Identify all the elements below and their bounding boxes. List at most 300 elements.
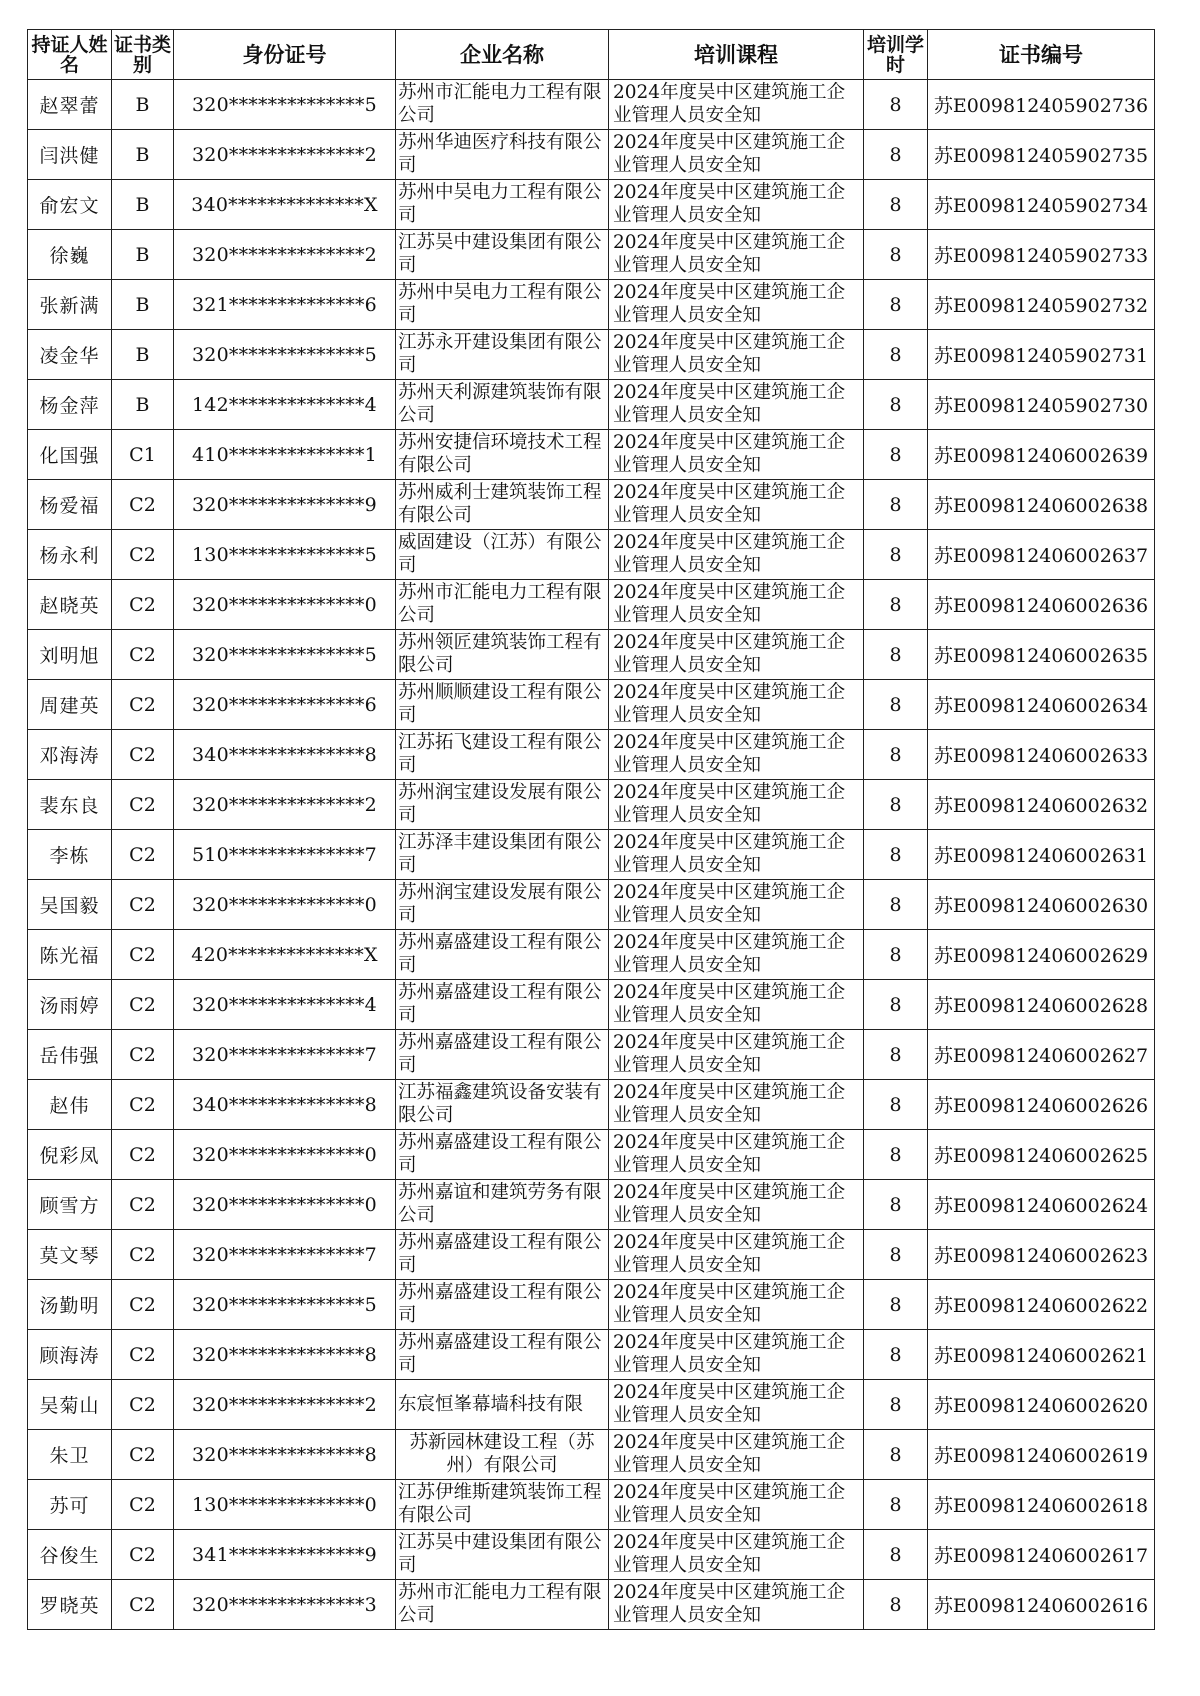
cell-hours: 8 [864, 1080, 928, 1130]
company-text: 苏州润宝建设发展有限公司 [398, 882, 602, 926]
cell-cert-type: C2 [112, 1580, 174, 1630]
company-text: 江苏吴中建设集团有限公司 [398, 232, 602, 276]
course-text: 2024年度吴中区建筑施工企业管理人员安全知 [613, 1132, 846, 1176]
cell-cert-type: C2 [112, 480, 174, 530]
cell-course [609, 330, 864, 380]
course-text: 2024年度吴中区建筑施工企业管理人员安全知 [613, 82, 846, 126]
course-text: 2024年度吴中区建筑施工企业管理人员安全知 [613, 1232, 846, 1276]
cell-id-number: 320**************8 [174, 1430, 396, 1480]
cell-company [396, 680, 609, 730]
cell-cert-type: B [112, 180, 174, 230]
cell-cert-type: C2 [112, 1230, 174, 1280]
cell-cert-type: B [112, 330, 174, 380]
cell-cert-number: 苏E009812405902736 [928, 80, 1155, 130]
cell-id-number: 320**************8 [174, 1330, 396, 1380]
cell-cert-number: 苏E009812406002636 [928, 580, 1155, 630]
cell-cert-number: 苏E009812406002626 [928, 1080, 1155, 1130]
cell-holder-name: 裴东良 [28, 780, 112, 830]
course-text: 2024年度吴中区建筑施工企业管理人员安全知 [613, 882, 846, 926]
cell-cert-number: 苏E009812406002638 [928, 480, 1155, 530]
course-text: 2024年度吴中区建筑施工企业管理人员安全知 [613, 932, 846, 976]
cell-holder-name: 陈光福 [28, 930, 112, 980]
table-row [28, 780, 1155, 830]
cell-cert-type: C2 [112, 1180, 174, 1230]
cell-holder-name: 罗晓英 [28, 1580, 112, 1630]
cell-cert-number: 苏E009812405902735 [928, 130, 1155, 180]
table-row [28, 430, 1155, 480]
course-text: 2024年度吴中区建筑施工企业管理人员安全知 [613, 1432, 846, 1476]
cell-cert-number: 苏E009812406002620 [928, 1380, 1155, 1430]
table-row [28, 480, 1155, 530]
cell-id-number: 320**************0 [174, 1180, 396, 1230]
cell-id-number: 320**************9 [174, 480, 396, 530]
company-text: 苏州嘉盛建设工程有限公司 [398, 1132, 602, 1176]
cell-hours: 8 [864, 1430, 928, 1480]
cell-course [609, 1330, 864, 1380]
cell-cert-type: C2 [112, 980, 174, 1030]
company-text: 苏州嘉谊和建筑劳务有限公司 [398, 1182, 602, 1226]
cell-course [609, 1130, 864, 1180]
cell-company [396, 1380, 609, 1430]
cell-holder-name: 赵翠蕾 [28, 80, 112, 130]
course-text: 2024年度吴中区建筑施工企业管理人员安全知 [613, 682, 846, 726]
cell-hours: 8 [864, 1030, 928, 1080]
course-text: 2024年度吴中区建筑施工企业管理人员安全知 [613, 282, 846, 326]
cell-company [396, 230, 609, 280]
cell-company [396, 1030, 609, 1080]
company-text: 苏州市汇能电力工程有限公司 [398, 1582, 602, 1626]
cell-id-number: 320**************2 [174, 230, 396, 280]
cell-id-number: 320**************5 [174, 1280, 396, 1330]
cell-company [396, 1280, 609, 1330]
cell-company [396, 80, 609, 130]
cell-course [609, 680, 864, 730]
course-text: 2024年度吴中区建筑施工企业管理人员安全知 [613, 1282, 846, 1326]
cell-cert-type: C2 [112, 1280, 174, 1330]
cell-holder-name: 徐巍 [28, 230, 112, 280]
cell-company [396, 1430, 609, 1480]
company-text: 苏州市汇能电力工程有限公司 [398, 82, 602, 126]
company-text: 苏州市汇能电力工程有限公司 [398, 582, 602, 626]
course-text: 2024年度吴中区建筑施工企业管理人员安全知 [613, 1532, 846, 1576]
cell-hours: 8 [864, 430, 928, 480]
table-row [28, 1030, 1155, 1080]
cell-cert-number: 苏E009812406002633 [928, 730, 1155, 780]
cell-course [609, 630, 864, 680]
cell-company [396, 530, 609, 580]
cell-holder-name: 朱卫 [28, 1430, 112, 1480]
course-text: 2024年度吴中区建筑施工企业管理人员安全知 [613, 782, 846, 826]
cell-holder-name: 刘明旭 [28, 630, 112, 680]
cell-holder-name: 岳伟强 [28, 1030, 112, 1080]
company-text: 苏州威利士建筑装饰工程有限公司 [398, 482, 602, 526]
cell-cert-type: B [112, 80, 174, 130]
cell-cert-number: 苏E009812406002623 [928, 1230, 1155, 1280]
cell-company [396, 330, 609, 380]
cell-company [396, 1530, 609, 1580]
header-course: 培训课程 [609, 30, 864, 80]
cell-course [609, 130, 864, 180]
header-company: 企业名称 [396, 30, 609, 80]
cell-cert-number: 苏E009812406002625 [928, 1130, 1155, 1180]
company-text: 江苏拓飞建设工程有限公司 [398, 732, 602, 776]
cell-id-number: 320**************7 [174, 1030, 396, 1080]
cell-holder-name: 莫文琴 [28, 1230, 112, 1280]
cell-holder-name: 汤雨婷 [28, 980, 112, 1030]
company-text: 苏州华迪医疗科技有限公司 [398, 132, 602, 176]
cell-course [609, 580, 864, 630]
cell-company [396, 180, 609, 230]
cell-course [609, 1280, 864, 1330]
cell-course [609, 280, 864, 330]
cell-cert-type: C2 [112, 1380, 174, 1430]
cell-course [609, 880, 864, 930]
table-row [28, 1580, 1155, 1630]
table-row [28, 80, 1155, 130]
company-text: 江苏伊维斯建筑装饰工程有限公司 [398, 1482, 602, 1526]
cell-id-number: 320**************4 [174, 980, 396, 1030]
cell-course [609, 1030, 864, 1080]
cell-company [396, 1330, 609, 1380]
cell-company [396, 730, 609, 780]
cell-hours: 8 [864, 580, 928, 630]
cell-hours: 8 [864, 780, 928, 830]
cell-cert-type: C2 [112, 1030, 174, 1080]
cell-id-number: 320**************2 [174, 130, 396, 180]
cell-cert-number: 苏E009812406002616 [928, 1580, 1155, 1630]
cell-cert-type: B [112, 130, 174, 180]
cell-holder-name: 杨金萍 [28, 380, 112, 430]
cell-cert-type: C2 [112, 1430, 174, 1480]
cell-hours: 8 [864, 1580, 928, 1630]
cell-course [609, 1530, 864, 1580]
table-row [28, 180, 1155, 230]
table-row [28, 930, 1155, 980]
cell-company [396, 930, 609, 980]
cell-cert-type: C2 [112, 1080, 174, 1130]
cell-cert-number: 苏E009812406002621 [928, 1330, 1155, 1380]
cell-id-number: 320**************5 [174, 330, 396, 380]
cell-hours: 8 [864, 680, 928, 730]
header-id-number: 身份证号 [174, 30, 396, 80]
cell-id-number: 320**************5 [174, 80, 396, 130]
cell-company [396, 830, 609, 880]
cell-course [609, 1080, 864, 1130]
cell-cert-number: 苏E009812405902731 [928, 330, 1155, 380]
cell-id-number: 320**************2 [174, 780, 396, 830]
cell-course [609, 1180, 864, 1230]
table-row [28, 880, 1155, 930]
header-row [28, 30, 1155, 80]
cell-hours: 8 [864, 1330, 928, 1380]
table-row [28, 380, 1155, 430]
cell-hours: 8 [864, 980, 928, 1030]
company-text: 苏新园林建设工程（苏州）有限公司 [409, 1432, 595, 1476]
cell-holder-name: 吴国毅 [28, 880, 112, 930]
cell-id-number: 320**************0 [174, 1130, 396, 1180]
header-hours: 培训学时 [864, 30, 928, 80]
company-text: 苏州嘉盛建设工程有限公司 [398, 1232, 602, 1276]
header-cert-number: 证书编号 [928, 30, 1155, 80]
course-text: 2024年度吴中区建筑施工企业管理人员安全知 [613, 232, 846, 276]
table-row [28, 580, 1155, 630]
cell-company [396, 1080, 609, 1130]
cell-hours: 8 [864, 480, 928, 530]
cell-id-number: 142**************4 [174, 380, 396, 430]
cell-cert-type: B [112, 280, 174, 330]
header-holder-name: 持证人姓名 [28, 30, 112, 80]
cell-cert-number: 苏E009812406002628 [928, 980, 1155, 1030]
course-text: 2024年度吴中区建筑施工企业管理人员安全知 [613, 1482, 846, 1526]
cell-id-number: 320**************7 [174, 1230, 396, 1280]
cell-cert-number: 苏E009812406002629 [928, 930, 1155, 980]
table-row [28, 280, 1155, 330]
cell-hours: 8 [864, 130, 928, 180]
cell-holder-name: 化国强 [28, 430, 112, 480]
cell-cert-type: C2 [112, 630, 174, 680]
course-text: 2024年度吴中区建筑施工企业管理人员安全知 [613, 482, 846, 526]
cell-holder-name: 杨爱福 [28, 480, 112, 530]
cell-holder-name: 吴菊山 [28, 1380, 112, 1430]
cell-id-number: 340**************8 [174, 730, 396, 780]
cell-cert-number: 苏E009812405902732 [928, 280, 1155, 330]
cell-hours: 8 [864, 280, 928, 330]
cell-company [396, 1130, 609, 1180]
cell-course [609, 180, 864, 230]
cell-cert-type: C2 [112, 930, 174, 980]
cell-course [609, 730, 864, 780]
cell-course [609, 1230, 864, 1280]
cell-id-number: 320**************2 [174, 1380, 396, 1430]
cell-course [609, 1480, 864, 1530]
cell-company [396, 480, 609, 530]
table-row [28, 630, 1155, 680]
company-text: 苏州嘉盛建设工程有限公司 [398, 982, 602, 1026]
cell-hours: 8 [864, 380, 928, 430]
table-row [28, 980, 1155, 1030]
cell-company [396, 430, 609, 480]
table-row [28, 1330, 1155, 1380]
cell-hours: 8 [864, 830, 928, 880]
course-text: 2024年度吴中区建筑施工企业管理人员安全知 [613, 332, 846, 376]
cell-cert-number: 苏E009812406002618 [928, 1480, 1155, 1530]
cell-cert-type: C2 [112, 1330, 174, 1380]
table-row [28, 1230, 1155, 1280]
company-text: 东宸恒峯幕墙科技有限 [398, 1394, 584, 1415]
cell-course [609, 230, 864, 280]
course-text: 2024年度吴中区建筑施工企业管理人员安全知 [613, 832, 846, 876]
company-text: 苏州顺顺建设工程有限公司 [398, 682, 602, 726]
cell-holder-name: 汤勤明 [28, 1280, 112, 1330]
cell-cert-number: 苏E009812406002637 [928, 530, 1155, 580]
course-text: 2024年度吴中区建筑施工企业管理人员安全知 [613, 1582, 846, 1626]
table-row [28, 830, 1155, 880]
cell-course [609, 530, 864, 580]
cell-cert-type: C2 [112, 830, 174, 880]
cell-course [609, 980, 864, 1030]
cell-course [609, 1380, 864, 1430]
cell-holder-name: 赵晓英 [28, 580, 112, 630]
cell-id-number: 130**************0 [174, 1480, 396, 1530]
table-row [28, 1280, 1155, 1330]
cell-cert-type: C2 [112, 1530, 174, 1580]
company-text: 江苏泽丰建设集团有限公司 [398, 832, 602, 876]
cell-company [396, 1180, 609, 1230]
cell-cert-type: C2 [112, 780, 174, 830]
cell-cert-number: 苏E009812406002622 [928, 1280, 1155, 1330]
cell-hours: 8 [864, 1180, 928, 1230]
course-text: 2024年度吴中区建筑施工企业管理人员安全知 [613, 982, 846, 1026]
course-text: 2024年度吴中区建筑施工企业管理人员安全知 [613, 1032, 846, 1076]
table-body [28, 80, 1155, 1630]
cell-company [396, 580, 609, 630]
cell-hours: 8 [864, 630, 928, 680]
cell-id-number: 340**************8 [174, 1080, 396, 1130]
cell-course [609, 830, 864, 880]
cell-holder-name: 李栋 [28, 830, 112, 880]
cell-holder-name: 倪彩凤 [28, 1130, 112, 1180]
cell-hours: 8 [864, 1380, 928, 1430]
cell-hours: 8 [864, 880, 928, 930]
cell-cert-type: C2 [112, 680, 174, 730]
table-row [28, 330, 1155, 380]
course-text: 2024年度吴中区建筑施工企业管理人员安全知 [613, 1382, 846, 1426]
cell-cert-number: 苏E009812406002635 [928, 630, 1155, 680]
cell-hours: 8 [864, 80, 928, 130]
cell-hours: 8 [864, 1130, 928, 1180]
cell-cert-type: C2 [112, 880, 174, 930]
cell-cert-number: 苏E009812406002619 [928, 1430, 1155, 1480]
cell-hours: 8 [864, 1230, 928, 1280]
cell-course [609, 930, 864, 980]
course-text: 2024年度吴中区建筑施工企业管理人员安全知 [613, 532, 846, 576]
company-text: 苏州嘉盛建设工程有限公司 [398, 1032, 602, 1076]
table-row [28, 130, 1155, 180]
cell-cert-type: C2 [112, 1130, 174, 1180]
cell-hours: 8 [864, 330, 928, 380]
cell-holder-name: 顾雪方 [28, 1180, 112, 1230]
cell-cert-number: 苏E009812406002631 [928, 830, 1155, 880]
table-row [28, 1130, 1155, 1180]
table-row [28, 1080, 1155, 1130]
cell-hours: 8 [864, 1530, 928, 1580]
course-text: 2024年度吴中区建筑施工企业管理人员安全知 [613, 732, 846, 776]
cell-cert-type: B [112, 380, 174, 430]
company-text: 江苏永开建设集团有限公司 [398, 332, 602, 376]
table-row [28, 530, 1155, 580]
cell-holder-name: 杨永利 [28, 530, 112, 580]
table-row [28, 1530, 1155, 1580]
cell-cert-type: C1 [112, 430, 174, 480]
table-row [28, 730, 1155, 780]
cell-company [396, 1230, 609, 1280]
cell-holder-name: 周建英 [28, 680, 112, 730]
cell-course [609, 380, 864, 430]
course-text: 2024年度吴中区建筑施工企业管理人员安全知 [613, 182, 846, 226]
company-text: 苏州嘉盛建设工程有限公司 [398, 1282, 602, 1326]
cell-id-number: 321**************6 [174, 280, 396, 330]
header-cert-type: 证书类别 [112, 30, 174, 80]
cell-holder-name: 张新满 [28, 280, 112, 330]
cell-cert-number: 苏E009812405902734 [928, 180, 1155, 230]
course-text: 2024年度吴中区建筑施工企业管理人员安全知 [613, 1182, 846, 1226]
cell-course [609, 80, 864, 130]
table-row [28, 1380, 1155, 1430]
company-text: 苏州中吴电力工程有限公司 [398, 182, 602, 226]
cell-cert-number: 苏E009812406002639 [928, 430, 1155, 480]
cell-id-number: 320**************0 [174, 580, 396, 630]
cell-company [396, 780, 609, 830]
company-text: 苏州安捷信环境技术工程有限公司 [398, 432, 602, 476]
company-text: 威固建设（江苏）有限公司 [398, 532, 602, 576]
cell-cert-number: 苏E009812406002630 [928, 880, 1155, 930]
cell-cert-type: C2 [112, 530, 174, 580]
course-text: 2024年度吴中区建筑施工企业管理人员安全知 [613, 1082, 846, 1126]
cell-hours: 8 [864, 180, 928, 230]
cell-company [396, 280, 609, 330]
cell-cert-type: C2 [112, 580, 174, 630]
cell-id-number: 130**************5 [174, 530, 396, 580]
cell-company [396, 380, 609, 430]
cell-holder-name: 苏可 [28, 1480, 112, 1530]
cell-id-number: 340**************X [174, 180, 396, 230]
cell-id-number: 341**************9 [174, 1530, 396, 1580]
cell-hours: 8 [864, 530, 928, 580]
cell-holder-name: 顾海涛 [28, 1330, 112, 1380]
company-text: 苏州嘉盛建设工程有限公司 [398, 1332, 602, 1376]
cell-id-number: 320**************5 [174, 630, 396, 680]
company-text: 苏州天利源建筑装饰有限公司 [398, 382, 602, 426]
cell-cert-number: 苏E009812406002634 [928, 680, 1155, 730]
course-text: 2024年度吴中区建筑施工企业管理人员安全知 [613, 132, 846, 176]
company-text: 苏州润宝建设发展有限公司 [398, 782, 602, 826]
cell-cert-number: 苏E009812406002632 [928, 780, 1155, 830]
course-text: 2024年度吴中区建筑施工企业管理人员安全知 [613, 382, 846, 426]
course-text: 2024年度吴中区建筑施工企业管理人员安全知 [613, 1332, 846, 1376]
cell-cert-number: 苏E009812405902733 [928, 230, 1155, 280]
cell-company [396, 1580, 609, 1630]
cell-cert-number: 苏E009812405902730 [928, 380, 1155, 430]
cell-cert-type: C2 [112, 1480, 174, 1530]
cell-hours: 8 [864, 1280, 928, 1330]
cell-course [609, 1430, 864, 1480]
cell-course [609, 780, 864, 830]
course-text: 2024年度吴中区建筑施工企业管理人员安全知 [613, 432, 846, 476]
cell-cert-number: 苏E009812406002627 [928, 1030, 1155, 1080]
cell-course [609, 1580, 864, 1630]
cell-company [396, 880, 609, 930]
company-text: 江苏吴中建设集团有限公司 [398, 1532, 602, 1576]
cell-cert-number: 苏E009812406002617 [928, 1530, 1155, 1580]
cell-hours: 8 [864, 230, 928, 280]
cell-holder-name: 俞宏文 [28, 180, 112, 230]
company-text: 苏州嘉盛建设工程有限公司 [398, 932, 602, 976]
cell-id-number: 420**************X [174, 930, 396, 980]
cell-company [396, 130, 609, 180]
cell-cert-type: C2 [112, 730, 174, 780]
cell-id-number: 320**************6 [174, 680, 396, 730]
table-row [28, 1480, 1155, 1530]
cell-course [609, 480, 864, 530]
course-text: 2024年度吴中区建筑施工企业管理人员安全知 [613, 582, 846, 626]
table-header [28, 30, 1155, 80]
cell-id-number: 510**************7 [174, 830, 396, 880]
table-row [28, 230, 1155, 280]
company-text: 苏州中吴电力工程有限公司 [398, 282, 602, 326]
cell-company [396, 630, 609, 680]
company-text: 苏州领匠建筑装饰工程有限公司 [398, 632, 602, 676]
cell-holder-name: 谷俊生 [28, 1530, 112, 1580]
